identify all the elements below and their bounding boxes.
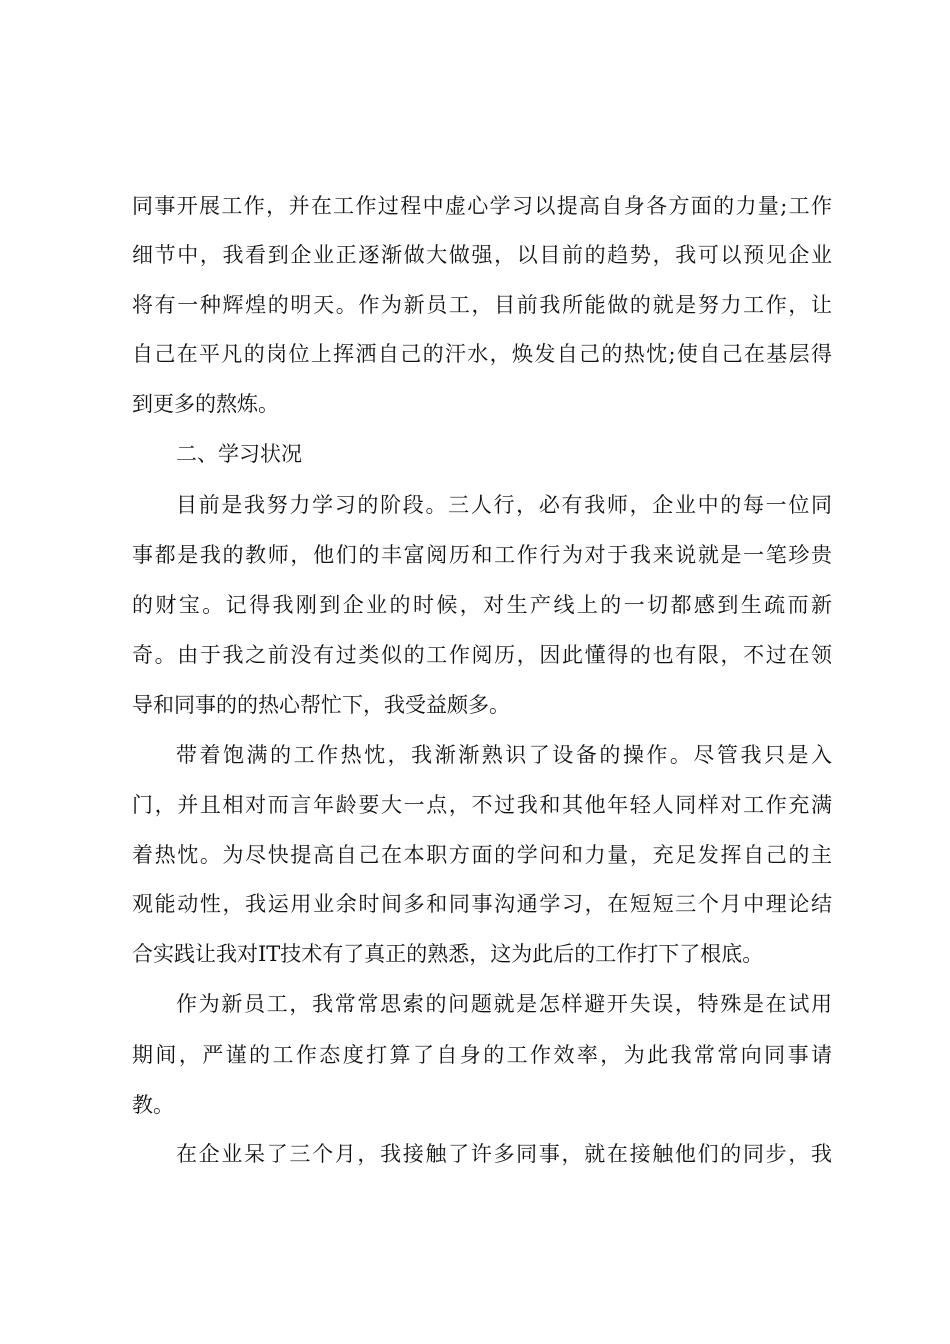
paragraph-line: 导和同事的的热心帮忙下，我受益颇多。 — [132, 693, 510, 717]
paragraph-line: 自己在平凡的岗位上挥洒自己的汗水，焕发自己的热忱;使自己在基层得 — [132, 342, 832, 366]
paragraph-line: 奇。由于我之前没有过类似的工作阅历，因此懂得的也有限，不过在领 — [132, 643, 832, 667]
section-heading: 二、学习状况 — [176, 442, 302, 466]
paragraph-line: 在企业呆了三个月，我接触了许多同事，就在接触他们的同步，我 — [176, 1142, 832, 1166]
paragraph-line: 的财宝。记得我刚到企业的时候，对生产线上的一切都感到生疏而新 — [132, 593, 832, 617]
paragraph-line: 作为新员工，我常常思索的问题就是怎样避开失误，特殊是在试用 — [176, 992, 832, 1016]
paragraph-line: 同事开展工作，并在工作过程中虚心学习以提高自身各方面的力量;工作 — [132, 194, 832, 218]
paragraph-line: 教。 — [132, 1093, 174, 1117]
paragraph-line: 合实践让我对IT技术有了真正的熟悉，这为此后的工作打下了根底。 — [132, 942, 764, 966]
paragraph-line: 目前是我努力学习的阶段。三人行，必有我师，企业中的每一位同 — [176, 493, 832, 517]
paragraph-line: 细节中，我看到企业正逐渐做大做强，以目前的趋势，我可以预见企业 — [132, 243, 832, 267]
paragraph-line: 着热忱。为尽快提高自己在本职方面的学问和力量，充足发挥自己的主 — [132, 843, 832, 867]
paragraph-line: 事都是我的教师，他们的丰富阅历和工作行为对于我来说就是一笔珍贵 — [132, 543, 832, 567]
paragraph-line: 带着饱满的工作热忱，我渐渐熟识了设备的操作。尽管我只是入 — [176, 743, 832, 767]
paragraph-line: 到更多的熬炼。 — [132, 392, 279, 416]
paragraph-line: 将有一种辉煌的明天。作为新员工，目前我所能做的就是努力工作，让 — [132, 293, 832, 317]
paragraph-line: 观能动性，我运用业余时间多和同事沟通学习，在短短三个月中理论结 — [132, 892, 832, 916]
paragraph-line: 期间，严谨的工作态度打算了自身的工作效率，为此我常常向同事请 — [132, 1043, 832, 1067]
paragraph-line: 门，并且相对而言年龄要大一点，不过我和其他年轻人同样对工作充满 — [132, 793, 832, 817]
